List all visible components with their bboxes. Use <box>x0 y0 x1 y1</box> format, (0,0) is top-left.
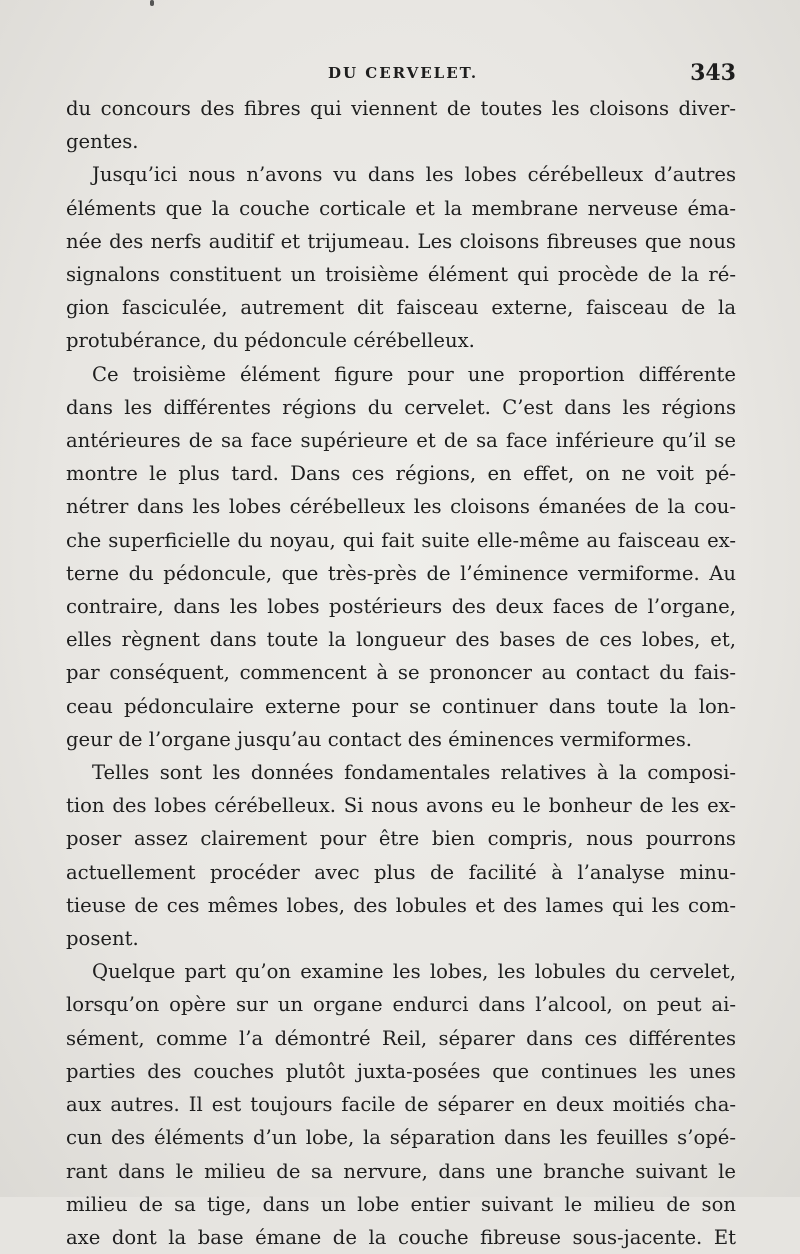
text-line: aux autres. Il est toujours facile de séparer en deux moitiés cha- <box>66 1093 736 1117</box>
ink-speck <box>150 0 154 6</box>
text-line: che superficielle du noyau, qui fait suite elle-même au faisceau ex- <box>66 528 736 552</box>
body-text <box>66 92 736 1254</box>
running-head: DU CERVELET. <box>328 64 479 82</box>
text-line: signalons constituent un troisième élément qui procède de la ré- <box>66 263 736 287</box>
text-line: rant dans le milieu de sa nervure, dans une branche suivant le <box>66 1159 736 1183</box>
text-line: milieu de sa tige, dans un lobe entier suivant le milieu de son <box>66 1192 736 1216</box>
text-line: tion des lobes cérébelleux. Si nous avons eu le bonheur de les ex- <box>66 794 736 818</box>
page-header <box>66 62 736 92</box>
text-line: gion fasciculée, autrement dit faisceau externe, faisceau de la <box>66 296 736 320</box>
text-line: montre le plus tard. Dans ces régions, en effet, on ne voit pé- <box>66 462 736 486</box>
text-line: contraire, dans les lobes postérieurs des deux faces de l’organe, <box>66 595 736 619</box>
page-number: 343 <box>690 60 736 86</box>
text-line: antérieures de sa face supérieure et de sa face inférieure qu’il se <box>66 429 736 453</box>
text-line: née des nerfs auditif et trijumeau. Les cloisons fibreuses que nous <box>66 229 736 253</box>
text-line: tieuse de ces mêmes lobes, des lobules et des lames qui les com- <box>66 893 736 917</box>
text-line: du concours des fibres qui viennent de toutes les cloisons diver- <box>66 97 736 120</box>
text-line: par conséquent, commencent à se prononcer au contact du fais- <box>66 661 736 685</box>
text-line: éléments que la couche corticale et la membrane nerveuse éma- <box>66 196 736 220</box>
text-line: parties des couches plutôt juxta-posées que continues les unes <box>66 1059 736 1083</box>
text-line: cun des éléments d’un lobe, la séparation dans les feuilles s’opé- <box>66 1126 736 1150</box>
text-line: elles règnent dans toute la longueur des bases de ces lobes, et, <box>66 628 736 652</box>
text-line: actuellement procéder avec plus de facilité à l’analyse minu- <box>66 860 736 884</box>
text-line: Ce troisième élément figure pour une proportion différente <box>92 362 736 386</box>
text-line: axe dont la base émane de la couche fibreuse sous-jacente. Et <box>66 1225 736 1249</box>
text-line: lorsqu’on opère sur un organe endurci dans l’alcool, on peut ai- <box>66 993 736 1017</box>
text-line: protubérance, du pédoncule cérébelleux. <box>66 329 475 353</box>
text-line: dans les différentes régions du cervelet. C’est dans les régions <box>66 395 736 419</box>
text-line: Telles sont les données fondamentales relatives à la composi- <box>92 761 736 785</box>
text-line: poser assez clairement pour être bien compris, nous pourrons <box>66 827 736 851</box>
text-line: ceau pédonculaire externe pour se continuer dans toute la lon- <box>66 694 736 718</box>
text-line: Jusqu’ici nous n’avons vu dans les lobes cérébelleux d’autres <box>92 163 736 187</box>
text-line: sément, comme l’a démontré Reil, séparer dans ces différentes <box>66 1026 736 1050</box>
text-line: posent. <box>66 927 139 951</box>
text-line: geur de l’organe jusqu’au contact des éminences vermiformes. <box>66 727 693 751</box>
text-line: gentes. <box>66 130 139 154</box>
text-line: nétrer dans les lobes cérébelleux les cloisons émanées de la cou- <box>66 495 736 519</box>
text-line: terne du pédoncule, que très-près de l’éminence vermiforme. Au <box>66 561 736 585</box>
text-line: Quelque part qu’on examine les lobes, les lobules du cervelet, <box>92 960 736 984</box>
